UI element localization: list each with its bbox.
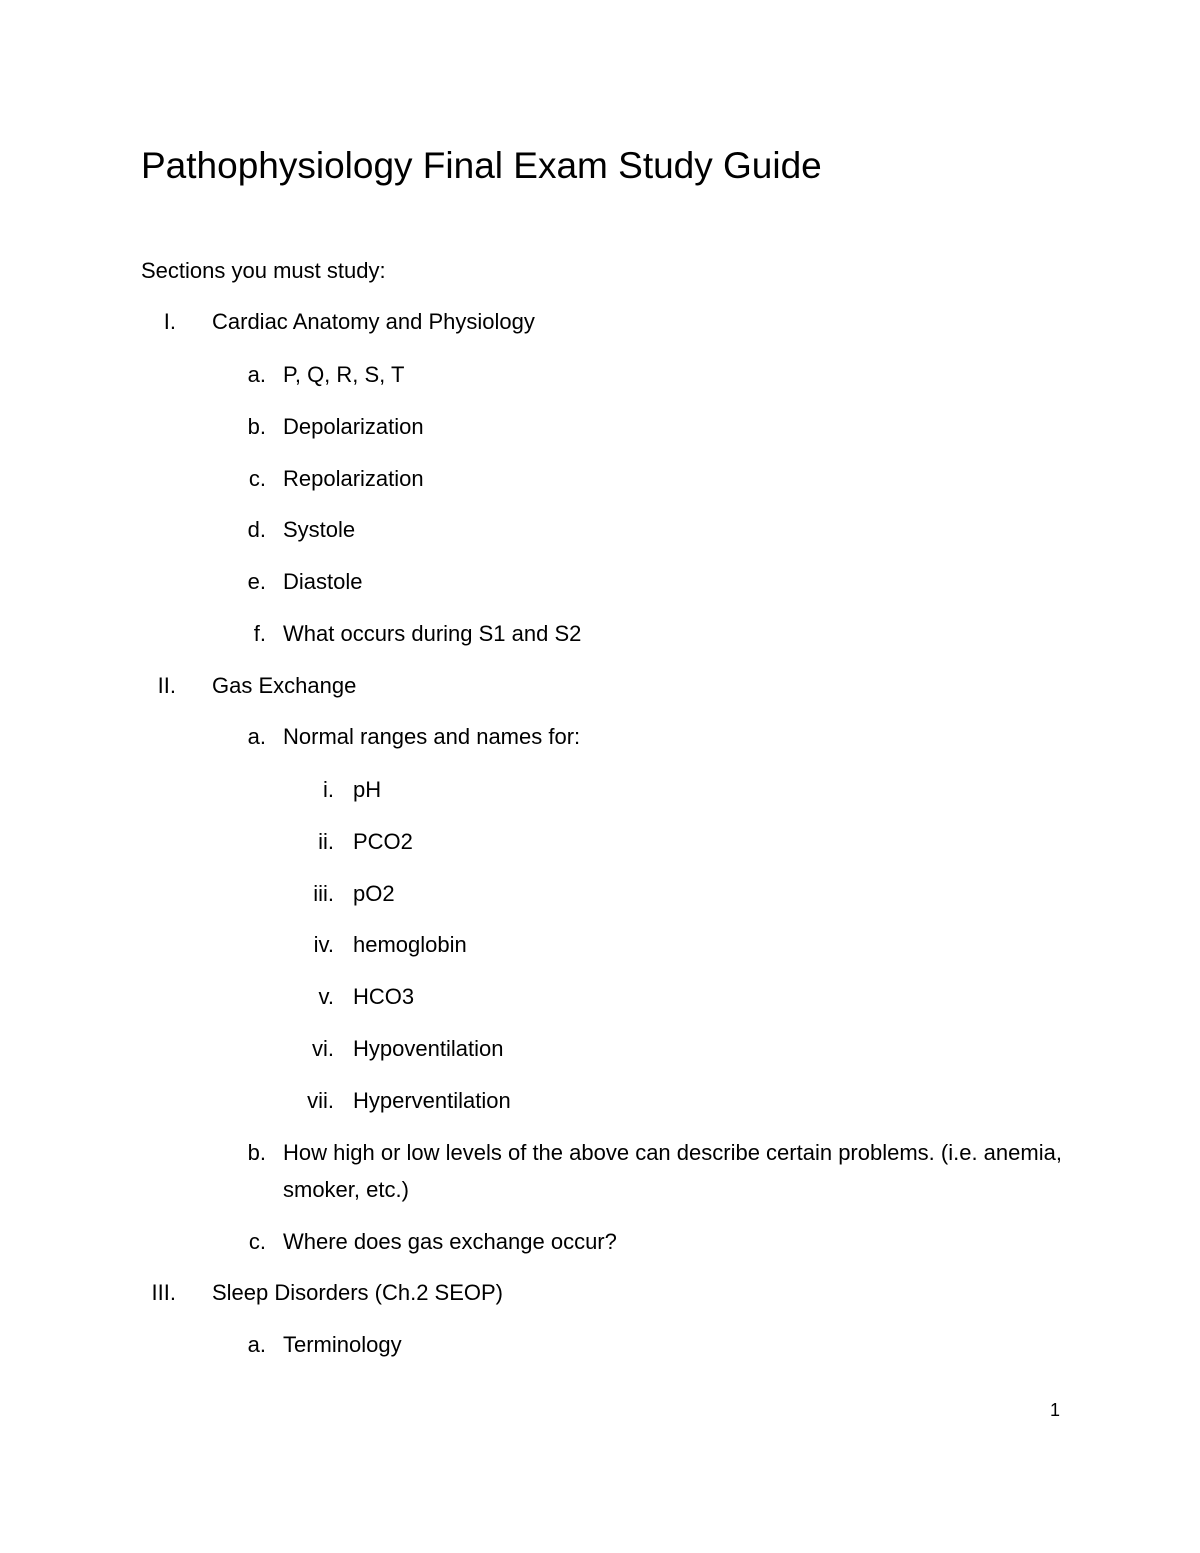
item-2a-vi-text: Hypoventilation [353,1036,504,1061]
section-3-marker: III. [151,1280,176,1305]
item-2a-v-marker: v. [318,984,334,1009]
item-2b-text: How high or low levels of the above can describe certain problems. (i.e. anemia, smoker, etc.) [283,1140,1062,1202]
item-2a-vi-marker: vi. [312,1036,334,1061]
intro-text: Sections you must study: [141,258,386,283]
item-3a-text: Terminology [283,1332,402,1357]
item-1c-text: Repolarization [283,466,424,491]
item-1f-text: What occurs during S1 and S2 [283,621,582,646]
item-3a-marker: a. [247,1332,266,1357]
item-1f-marker: f. [253,621,266,646]
item-1b-text: Depolarization [283,414,424,439]
item-2a-vii-text: Hyperventilation [353,1088,511,1113]
item-2a-marker: a. [247,724,266,749]
section-2-marker: II. [157,673,176,698]
item-2c-text: Where does gas exchange occur? [283,1229,617,1254]
item-2a-iv-marker: iv. [313,932,334,957]
item-1b-marker: b. [247,414,266,439]
item-2a-ii-text: PCO2 [353,829,413,854]
item-2a-iii-text: pO2 [353,881,395,906]
section-2-heading: Gas Exchange [212,673,357,698]
item-1a-text: P, Q, R, S, T [283,362,405,387]
item-2a-text: Normal ranges and names for: [283,724,581,749]
item-1d-text: Systole [283,517,356,542]
item-1e-marker: e. [247,569,266,594]
item-2a-iv-text: hemoglobin [353,932,467,957]
item-2b-marker: b. [247,1140,266,1165]
section-1-heading: Cardiac Anatomy and Physiology [212,309,535,334]
item-1d-marker: d. [247,517,266,542]
item-1a-marker: a. [247,362,266,387]
item-2a-i-marker: i. [323,777,334,802]
item-2a-i-text: pH [353,777,382,802]
item-2a-vii-marker: vii. [307,1088,334,1113]
item-2a-ii-marker: ii. [318,829,334,854]
section-1-marker: I. [163,309,176,334]
item-1c-marker: c. [248,466,266,491]
item-1e-text: Diastole [283,569,363,594]
item-2c-marker: c. [248,1229,266,1254]
item-2a-v-text: HCO3 [353,984,415,1009]
section-3-heading: Sleep Disorders (Ch.2 SEOP) [212,1280,503,1305]
item-2a-iii-marker: iii. [313,881,334,906]
page-number: 1 [1049,1400,1060,1420]
page-title: Pathophysiology Final Exam Study Guide [141,145,822,186]
